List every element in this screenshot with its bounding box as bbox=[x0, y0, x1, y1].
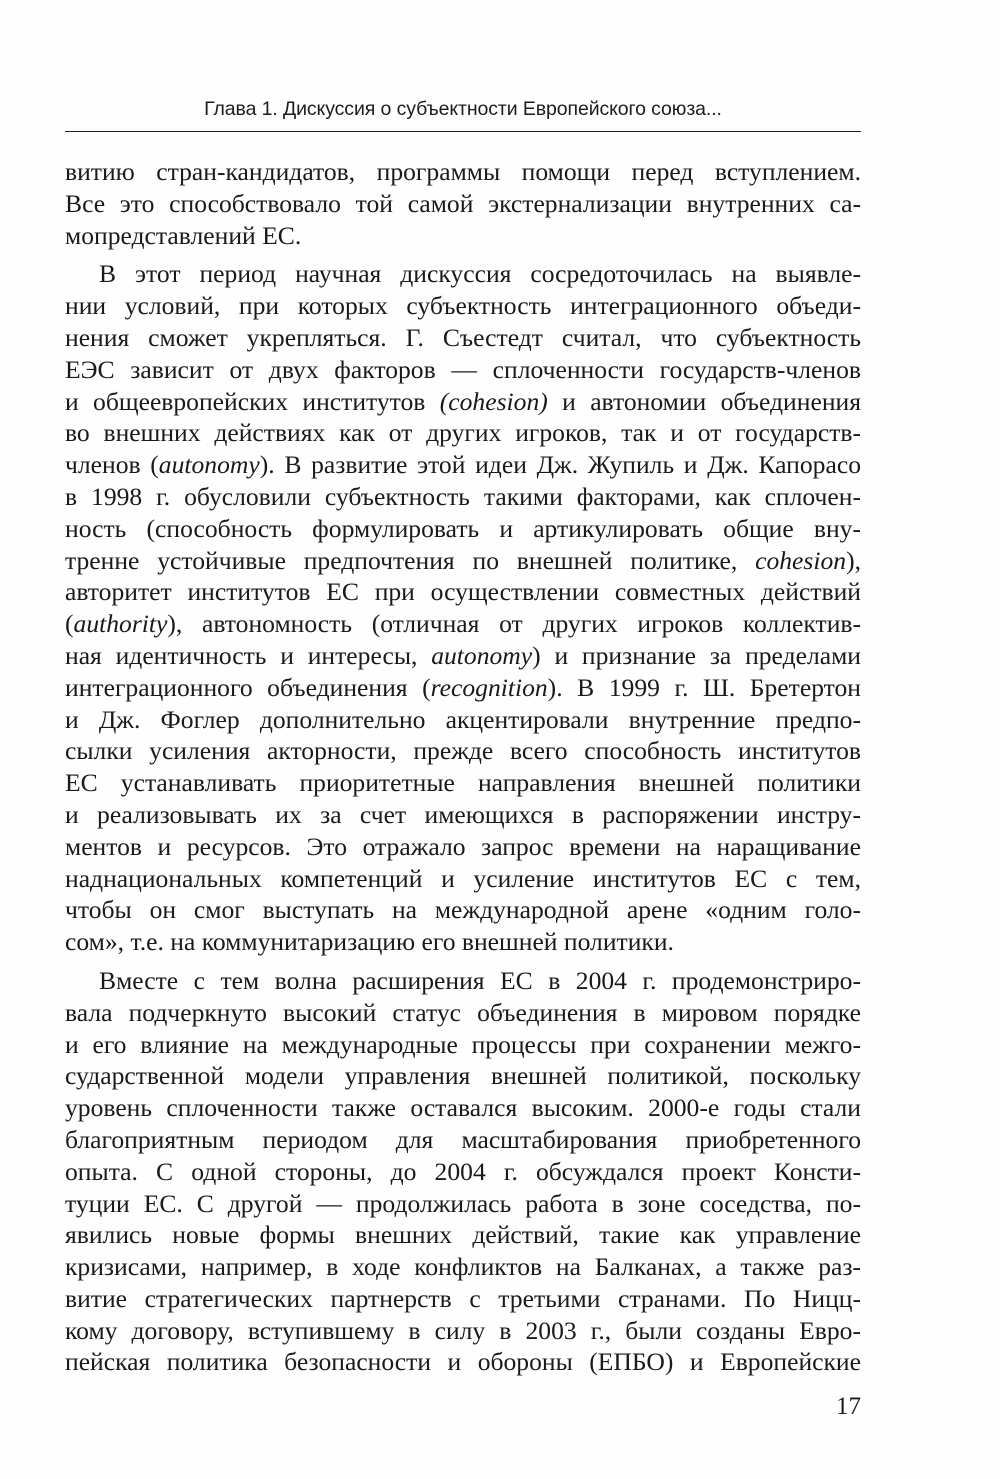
text-line: наднациональных компетенций и усиление институтов ЕС с тем, bbox=[65, 863, 861, 893]
body-text bbox=[65, 156, 861, 1378]
text-run: ), bbox=[846, 545, 861, 575]
text-run: ). В развитие этой идеи Дж. Жупиль и Дж. Капорасо bbox=[259, 450, 861, 480]
italic-term: autonomy bbox=[158, 450, 260, 480]
text-line: чтобы он смог выступать на международной арене «одним голо- bbox=[65, 895, 861, 925]
text-run: и автономии объединения bbox=[547, 386, 861, 416]
running-title: Глава 1. Дискуссия о субъектности Европейского союза... bbox=[204, 98, 722, 120]
text-line: В этот период научная дискуссия сосредоточилась на выявле- bbox=[99, 259, 861, 289]
text-run: ). В 1999 г. Ш. Бретертон bbox=[547, 672, 861, 702]
italic-term: autonomy bbox=[431, 640, 533, 670]
text-line bbox=[65, 386, 861, 418]
text-line: в 1998 г. обусловили субъектность такими факторами, как сплочен- bbox=[65, 481, 861, 511]
text-line: и Дж. Фоглер дополнительно акцентировали внутренние предпо- bbox=[65, 704, 861, 734]
text-line: уровень сплоченности также оставался высоким. 2000-е годы стали bbox=[65, 1093, 861, 1123]
text-line bbox=[65, 608, 861, 640]
text-line: нии условий, при которых субъектность интеграционного объеди- bbox=[65, 291, 861, 321]
text-line bbox=[65, 672, 861, 704]
italic-term: (cohesion) bbox=[439, 386, 548, 416]
text-line: ность (способность формулировать и артикулировать общие вну- bbox=[65, 513, 861, 543]
text-run: и общеевропейских институтов bbox=[65, 386, 440, 416]
text-line: сом», т.е. на коммунитаризацию его внешней политики. bbox=[65, 927, 674, 957]
text-line: сударственной модели управления внешней политикой, поскольку bbox=[65, 1061, 861, 1091]
text-line: ЕС устанавливать приоритетные направления внешней политики bbox=[65, 768, 861, 798]
text-line: опыта. С одной стороны, до 2004 г. обсуждался проект Консти- bbox=[65, 1156, 861, 1186]
text-line: кризисами, например, в ходе конфликтов на Балканах, а также раз- bbox=[65, 1252, 861, 1282]
paragraph bbox=[65, 965, 861, 1378]
text-run: ( bbox=[65, 609, 74, 639]
text-line: Все это способствовало той самой экстернализации внутренних са- bbox=[65, 188, 861, 218]
paragraph-gap bbox=[65, 251, 861, 258]
text-run: ) и признание за пределами bbox=[532, 640, 861, 670]
text-run: тренне устойчивые предпочтения по внешней политике, bbox=[65, 545, 756, 575]
text-line: и реализовывать их за счет имеющихся в распоряжении инстру- bbox=[65, 799, 861, 829]
text-line: во внешних действиях как от других игроков, так и от государств- bbox=[65, 418, 861, 448]
paragraph bbox=[65, 258, 861, 958]
text-run: ная идентичность и интересы, bbox=[65, 640, 432, 670]
text-line bbox=[65, 449, 861, 481]
text-line: витию стран-кандидатов, программы помощи перед вступлением. bbox=[65, 157, 861, 186]
text-line: авторитет институтов ЕС при осуществлении совместных действий bbox=[65, 577, 861, 607]
text-line: вала подчеркнуто высокий статус объединения в мировом порядке bbox=[65, 997, 861, 1027]
text-line: витие стратегических партнерств с третьими странами. По Ницц- bbox=[65, 1283, 861, 1313]
text-line bbox=[65, 640, 861, 672]
text-line: ЕЭС зависит от двух факторов — сплоченности государств-членов bbox=[65, 354, 861, 384]
text-run: ), автономность (отличная от других игроков коллектив- bbox=[167, 609, 861, 639]
text-run: членов ( bbox=[65, 450, 159, 480]
text-line: сылки усиления акторности, прежде всего способность институтов bbox=[65, 736, 861, 766]
text-line: ментов и ресурсов. Это отражало запрос времени на наращивание bbox=[65, 831, 861, 861]
italic-term: cohesion bbox=[755, 545, 847, 575]
text-line: мопредставлений ЕС. bbox=[65, 220, 302, 250]
paragraph bbox=[65, 156, 861, 251]
text-line: Вместе с тем волна расширения ЕС в 2004 г. продемонстриро- bbox=[99, 965, 861, 995]
paragraph-gap bbox=[65, 958, 861, 965]
text-line: кому договору, вступившему в силу в 2003 г., были созданы Евро- bbox=[65, 1315, 861, 1345]
text-run: интеграционного объединения ( bbox=[65, 672, 431, 702]
text-line: и его влияние на международные процессы при сохранении межго- bbox=[65, 1029, 861, 1059]
text-line: нения сможет укрепляться. Г. Съестедт считал, что субъектность bbox=[65, 322, 861, 352]
text-line: явились новые формы внешних действий, такие как управление bbox=[65, 1220, 861, 1250]
italic-term: authority bbox=[73, 609, 168, 639]
text-line: благоприятным периодом для масштабирования приобретенного bbox=[65, 1124, 861, 1154]
italic-term: recognition bbox=[430, 672, 548, 702]
text-line: пейская политика безопасности и обороны (ЕПБО) и Европейские bbox=[65, 1347, 861, 1377]
text-line bbox=[65, 545, 861, 577]
page-number: 17 bbox=[836, 1393, 861, 1420]
text-line: туции ЕС. С другой — продолжилась работа в зоне соседства, по- bbox=[65, 1188, 861, 1218]
header-rule bbox=[65, 131, 861, 132]
